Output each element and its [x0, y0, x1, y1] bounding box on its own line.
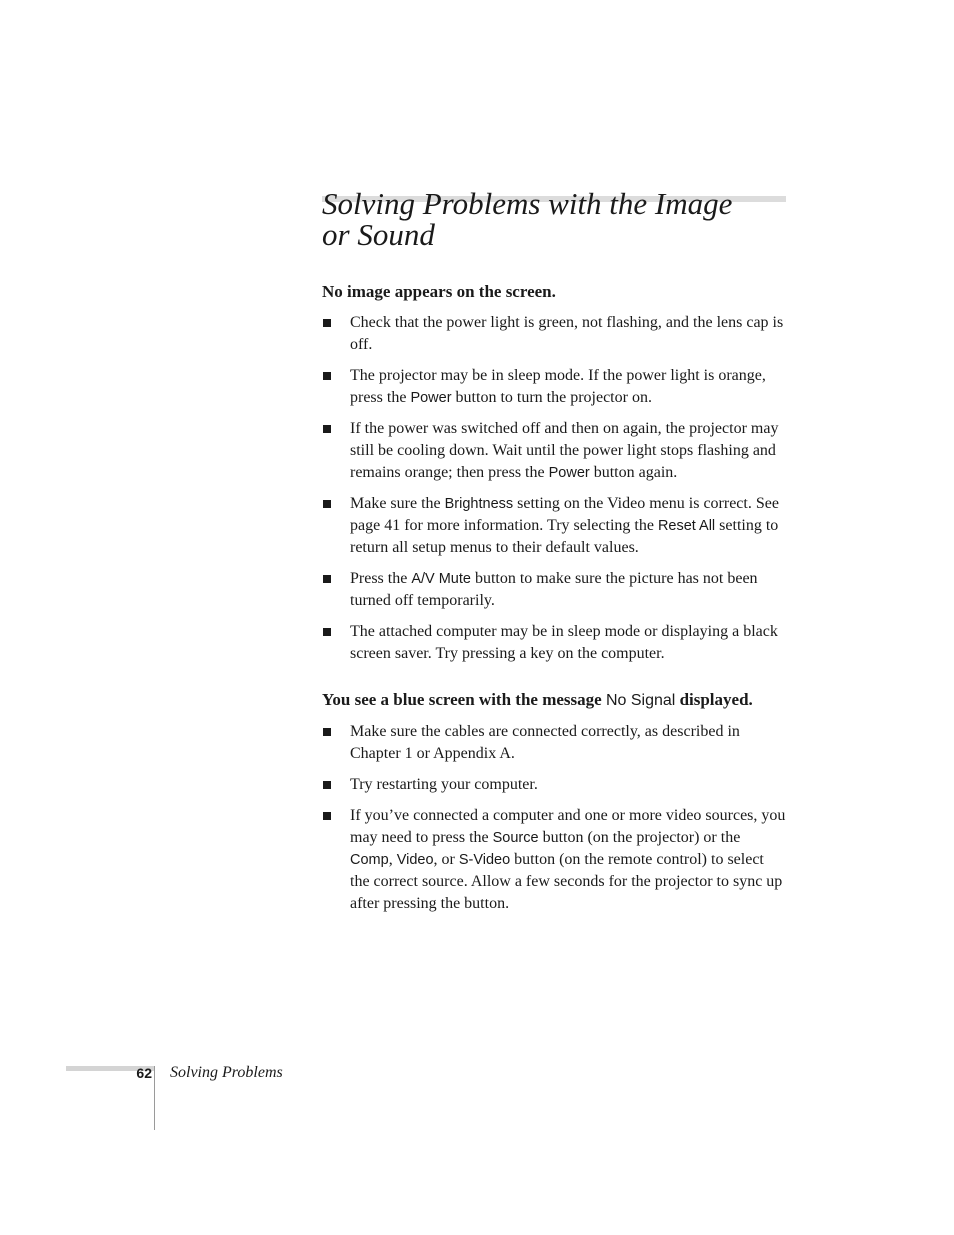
page-title: Solving Problems with the Image or Sound: [322, 186, 733, 252]
body-text: Check that the power light is green, not flashing, and the lens cap is off.: [350, 314, 784, 353]
bullet-square-icon: [323, 372, 331, 380]
body-text: Make sure the cables are connected correctly, as described in Chapter 1 or Appendix A.: [350, 723, 740, 762]
body-text: The attached computer may be in sleep mode or displaying a black screen saver. Try pressing a key on the computer.: [350, 623, 778, 662]
heading-ui-term: No Signal: [605, 692, 676, 709]
bullet-square-icon: [323, 319, 331, 327]
body-text: button to turn the projector on.: [451, 389, 652, 406]
section-blue-screen: [322, 689, 786, 924]
ui-term: Power: [548, 465, 590, 481]
ui-term: Video: [396, 852, 434, 868]
section-heading: No image appears on the screen.: [322, 282, 556, 301]
heading-text: You see a blue screen with the message: [322, 690, 606, 709]
bullet-list: [322, 721, 786, 915]
body-text: The projector may be in sleep mode. If the power light is orange, press the: [350, 367, 766, 406]
body-text: button (on the projector) or the: [538, 829, 741, 846]
body-text: button again.: [589, 464, 678, 481]
bullet-square-icon: [323, 575, 331, 583]
bullet-square-icon: [323, 425, 331, 433]
list-item: [322, 721, 786, 765]
body-text: button (on the remote control) to select the correct source. Allow a few seconds for the projector to sync up after pressing the button.: [350, 851, 783, 912]
body-text: setting on the Video menu is correct. See page 41 for more information. Try selecting the: [350, 495, 779, 534]
list-item: [322, 365, 786, 409]
bullet-square-icon: [323, 500, 331, 508]
bullet-square-icon: [323, 628, 331, 636]
list-item: [322, 568, 786, 612]
list-item: [322, 621, 786, 665]
body-text: Make sure the: [350, 495, 445, 512]
section-no-image: [322, 281, 786, 674]
list-item: [322, 493, 786, 559]
page-number: 62: [136, 1065, 152, 1081]
list-item: [322, 418, 786, 484]
body-text: , or: [433, 851, 459, 868]
heading-text-end: displayed.: [675, 690, 753, 709]
list-item: [322, 774, 786, 796]
body-text: Press the: [350, 570, 412, 587]
ui-term: Source: [492, 830, 539, 846]
bullet-square-icon: [323, 728, 331, 736]
body-text: ,: [388, 851, 397, 868]
ui-term: A/V Mute: [411, 571, 471, 587]
list-item: [322, 312, 786, 356]
ui-term: Comp: [350, 852, 389, 868]
body-text: If you’ve connected a computer and one or more video sources, you may need to press the: [350, 807, 786, 846]
ui-term: S-Video: [458, 852, 511, 868]
bullet-square-icon: [323, 781, 331, 789]
body-text: If the power was switched off and then on again, the projector may still be cooling down. Wait until the power light stops flashing and remains orange; then press the: [350, 420, 779, 481]
chapter-name: Solving Problems: [170, 1064, 283, 1081]
ui-term: Brightness: [444, 496, 514, 512]
section-heading: [322, 689, 786, 712]
ui-term: Power: [410, 390, 452, 406]
bullet-list: [322, 312, 786, 665]
body-text: button to make sure the picture has not been turned off temporarily.: [350, 570, 758, 609]
footer-divider: [154, 1066, 155, 1130]
body-text: setting to return all setup menus to their default values.: [350, 517, 779, 556]
list-item: [322, 805, 786, 915]
ui-term: Reset All: [657, 518, 716, 534]
bullet-square-icon: [323, 812, 331, 820]
body-text: Try restarting your computer.: [350, 776, 538, 793]
